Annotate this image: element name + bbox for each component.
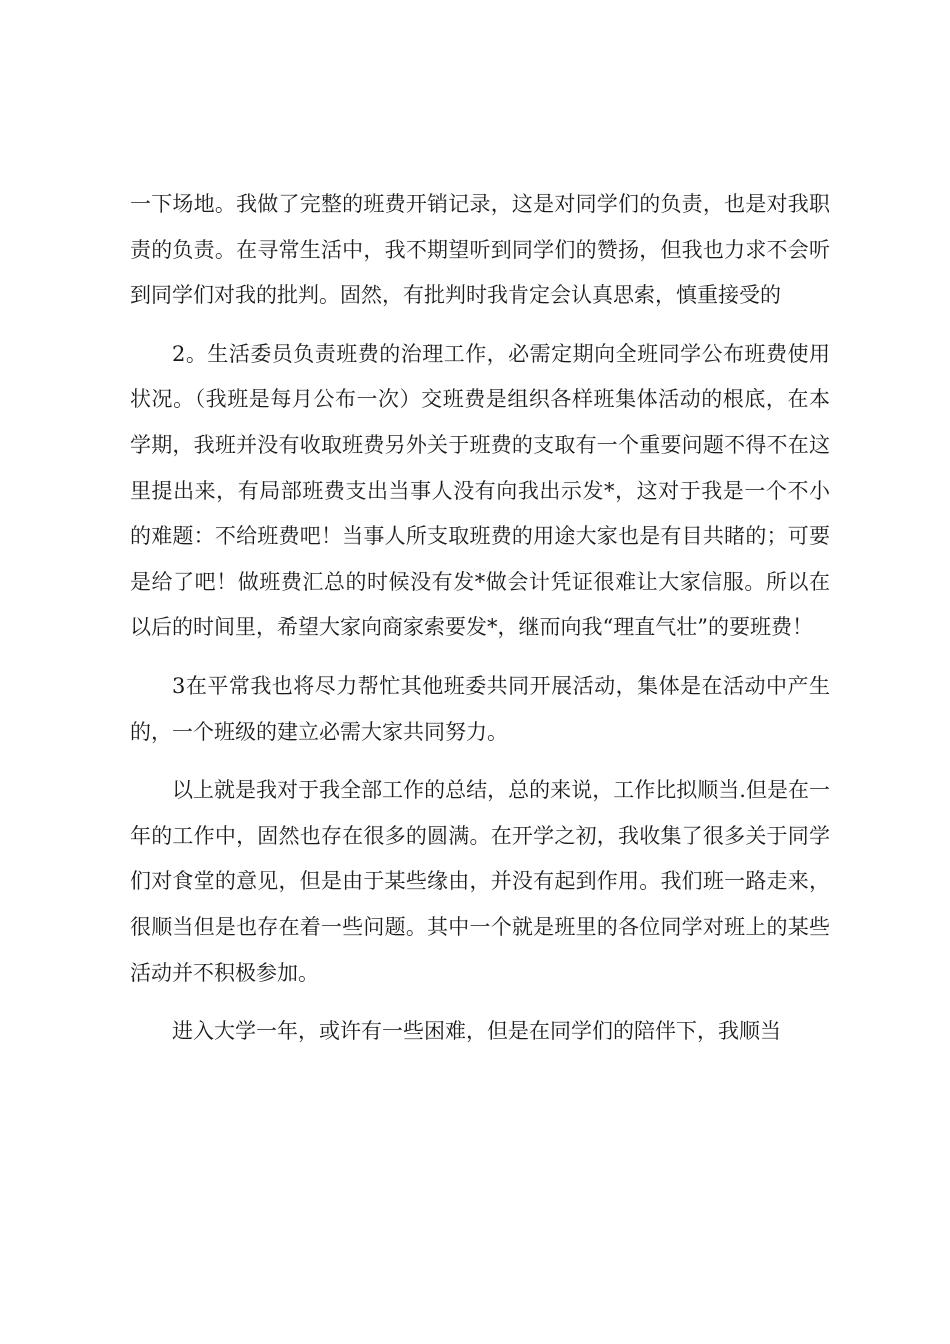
paragraph-2: 2。生活委员负责班费的治理工作，必需定期向全班同学公布班费使用状况。（我班是每月公布一次）交班费是组织各样班集体活动的根底，在本学期，我班并没有收取班费另外关于班费的支取有一个重要问题不得不在这里提出来，有局部班费支出当事人没有向我出示发*，这对于我是一个不小的难题：不给班费吧！当事人所支取班费的用途大家也是有目共睹的；可要是给了吧！做班费汇总的时候没有发*做会计凭证很难让大家信服。所以在以后的时间里，希望大家向商家索要发*，继而向我“理直气壮”的要班费！ bbox=[130, 341, 830, 640]
paragraph-4: 以上就是我对于我全部工作的总结，总的来说，工作比拟顺当.但是在一年的工作中，固然也存在很多的圆满。在开学之初，我收集了很多关于同学们对食堂的意见，但是由于某些缘由，并没有起到作用。我们班一路走来，很顺当但是也存在着一些问题。其中一个就是班里的各位同学对班上的某些活动并不积极参加。 bbox=[130, 778, 830, 985]
paragraph-1: 一下场地。我做了完整的班费开销记录，这是对同学们的负责，也是对我职责的负责。在寻常生活中，我不期望听到同学们的赞扬，但我也力求不会听到同学们对我的批判。固然，有批判时我肯定会认真思索，慎重接受的 bbox=[130, 192, 830, 308]
paragraph-5: 进入大学一年，或许有一些困难，但是在同学们的陪伴下，我顺当 bbox=[172, 1019, 781, 1044]
document-body bbox=[130, 182, 830, 1055]
paragraph-3: 3在平常我也将尽力帮忙其他班委共同开展活动，集体是在活动中产生的，一个班级的建立必需大家共同努力。 bbox=[130, 673, 830, 744]
